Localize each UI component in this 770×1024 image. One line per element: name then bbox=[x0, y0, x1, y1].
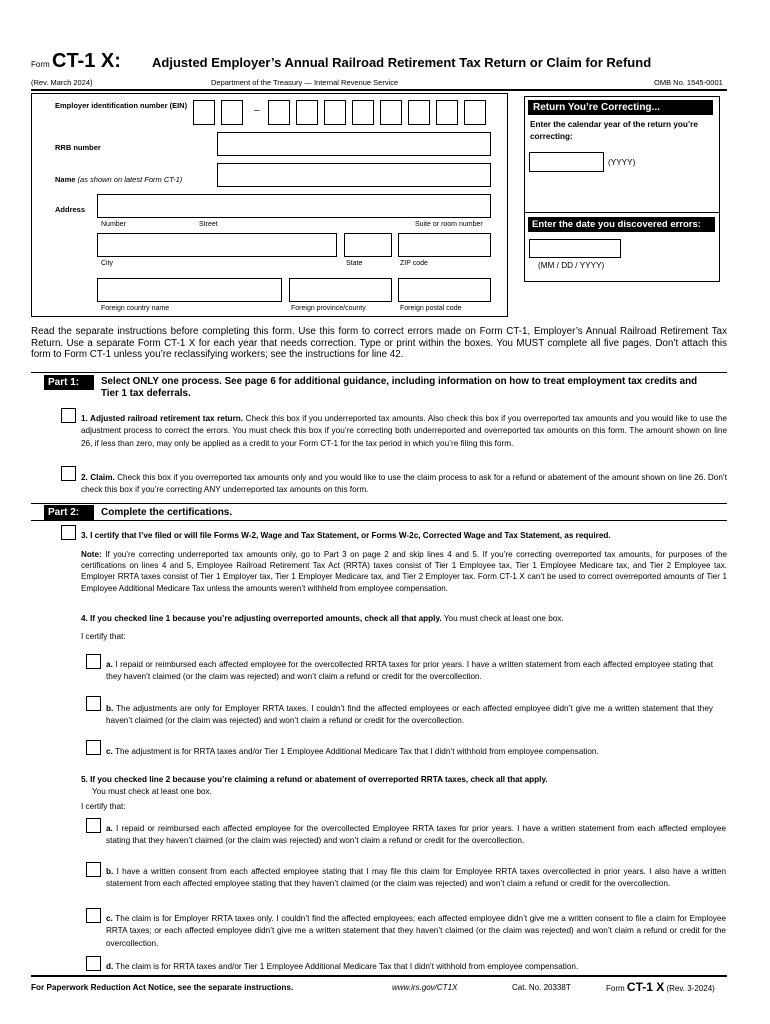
line4c-text: c. The adjustment is for RRTA taxes and/or Tier 1 Employee Additional Medicare Tax that I didn’t withhold from employee compensation. bbox=[106, 747, 599, 756]
form-title: Adjusted Employer’s Annual Railroad Retirement Tax Return or Claim for Refund bbox=[152, 55, 652, 70]
foreign-postal-field[interactable] bbox=[398, 278, 491, 302]
paperwork-notice: For Paperwork Reduction Act Notice, see the separate instructions. bbox=[31, 983, 294, 992]
name-field[interactable] bbox=[217, 163, 491, 187]
line5c-checkbox[interactable] bbox=[86, 908, 101, 923]
ein-digit-6[interactable] bbox=[352, 100, 374, 125]
catalog-number: Cat. No. 20338T bbox=[512, 983, 571, 992]
line5a-text: a. I repaid or reimbursed each affected employee for the overcollected Employee RRTA taxes for prior years. I have a written statement from each affected employee stating that they haven’t claimed (or the claim was rejected) and won’t claim a refund or credit for the overcollection. bbox=[106, 824, 726, 846]
ein-digit-5[interactable] bbox=[324, 100, 346, 125]
part2-label: Part 2: bbox=[44, 505, 94, 520]
line3-checkbox[interactable] bbox=[61, 525, 76, 540]
street-caption: Street bbox=[199, 221, 218, 228]
part2-rule bbox=[31, 503, 727, 504]
ein-dash: – bbox=[254, 105, 260, 116]
date-discovered-title: Enter the date you discovered errors: bbox=[528, 217, 715, 232]
line5d-text: d. The claim is for RRTA taxes and/or Tier 1 Employee Additional Medicare Tax that I didn’t withhold from employee compensation. bbox=[106, 962, 579, 971]
correcting-year-field[interactable] bbox=[529, 152, 604, 172]
foreign-country-field[interactable] bbox=[97, 278, 282, 302]
zip-caption: ZIP code bbox=[400, 260, 428, 267]
line4b-text: b. The adjustments are only for Employer RRTA taxes. I couldn’t find the affected employees or each affected employee didn’t give me a written statement that they haven’t claimed (or the claim was rejected) and won’t claim a refund or credit for the overcollection. bbox=[106, 704, 713, 726]
form-number: CT-1 X: bbox=[52, 50, 121, 72]
line3-text: 3. I certify that I’ve filed or will file Forms W-2, Wage and Tax Statement, or Forms W-2c, Corrected Wage and Tax Statement, as required. bbox=[81, 531, 611, 540]
number-caption: Number bbox=[101, 221, 126, 228]
part1-rule bbox=[31, 372, 727, 373]
footer-url[interactable]: www.irs.gov/CT1X bbox=[392, 983, 458, 992]
foreign-province-caption: Foreign province/county bbox=[291, 305, 366, 312]
suite-caption: Suite or room number bbox=[415, 221, 483, 228]
line5-heading: 5. If you checked line 2 because you’re claiming a refund or abatement of overreported RRTA taxes, check all that apply. You must check at least one box. bbox=[81, 775, 548, 796]
part2-heading-rule bbox=[31, 520, 727, 521]
city-caption: City bbox=[101, 260, 114, 267]
header-rule bbox=[31, 89, 727, 91]
city-field[interactable] bbox=[97, 233, 337, 257]
date-discovered-field[interactable] bbox=[529, 239, 621, 258]
line5a-checkbox[interactable] bbox=[86, 818, 101, 833]
omb-number: OMB No. 1545-0001 bbox=[654, 78, 723, 87]
ein-digit-8[interactable] bbox=[408, 100, 430, 125]
line4a-text: a. I repaid or reimbursed each affected employee for the overcollected RRTA taxes for prior years. I have a written statement from each affected employee stating that they haven’t claimed (or the claim was rejected) and won’t claim a refund or credit for the overcollection. bbox=[106, 660, 713, 682]
address-street-field[interactable] bbox=[97, 194, 491, 218]
address-label: Address bbox=[55, 205, 86, 214]
revision-date: (Rev. March 2024) bbox=[31, 78, 93, 87]
footer-rule bbox=[31, 975, 727, 977]
line4-certify: I certify that: bbox=[81, 632, 126, 641]
department: Department of the Treasury — Internal Revenue Service bbox=[211, 78, 399, 87]
part2-heading: Complete the certifications. bbox=[101, 507, 233, 518]
line2-text: 2. Claim. Check this box if you overreported tax amounts only and you would like to use the claim process to ask for a refund or abatement of the amount shown on line 26. Don’t check this box if you’re correcting ANY underreported tax amounts on this form. bbox=[81, 473, 727, 495]
footer-form: Form CT-1 X (Rev. 3-2024) bbox=[606, 980, 715, 994]
ein-label: Employer identification number (EIN) bbox=[55, 101, 188, 110]
name-label: Name (as shown on latest Form CT-1) bbox=[55, 175, 183, 184]
ein-digit-2[interactable] bbox=[221, 100, 243, 125]
line4a-checkbox[interactable] bbox=[86, 654, 101, 669]
line5-certify: I certify that: bbox=[81, 802, 126, 811]
correcting-instruction: Enter the calendar year of the return you’re correcting: bbox=[530, 120, 698, 141]
ein-digit-3[interactable] bbox=[268, 100, 290, 125]
note-paragraph: Note: If you’re correcting underreported tax amounts only, go to Part 3 on page 2 and skip lines 4 and 5. If you’re correcting overreported tax amounts, for purposes of the certifications on lines 4 and 5, Employee Railroad Retirement Tax Act (RRTA) taxes consist of Tier 1 Employee tax, Tier 1 Employee Medicare tax, and Tier 2 Employee tax. Employer RRTA taxes consist of Tier 1 Employer tax, Tier 1 Employer Medicare tax, and Tier 2 Employer tax. Form CT-1 X can’t be used to correct overreported amounts of Tier 1 Employee Additional Medicare Tax unless the amounts weren’t withheld from employee compensation. bbox=[81, 550, 727, 593]
line1-text: 1. Adjusted railroad retirement tax return. Check this box if you underreported tax amounts. Also check this box if you overreported tax amounts and you would like to use the adjustment process to correct the errors. You must check this box if you’re correcting both underreported and overreported tax amounts on this form. The amount shown on line 26, if less than zero, may only be applied as a credit to your Form CT-1 for the tax period in which you’re filing this form. bbox=[81, 414, 727, 448]
rrb-number-field[interactable] bbox=[217, 132, 491, 156]
part1-label: Part 1: bbox=[44, 375, 94, 390]
ein-digit-7[interactable] bbox=[380, 100, 402, 125]
line1-checkbox[interactable] bbox=[61, 408, 76, 423]
part1-heading: Select ONLY one process. See page 6 for additional guidance, including information on how to treat employment tax credits and Tier 1 tax deferrals. bbox=[101, 376, 698, 399]
rrb-label: RRB number bbox=[55, 143, 101, 152]
ein-digit-4[interactable] bbox=[296, 100, 318, 125]
date-hint: (MM / DD / YYYY) bbox=[538, 261, 605, 270]
line5b-text: b. I have a written consent from each affected employee stating that I may file this claim for Employee RRTA taxes overcollected in prior years. I also have a written statement from each affected employee stating that they haven’t claimed (or the claim was rejected) and won’t claim a refund or credit for the overcollection. bbox=[106, 867, 726, 889]
zip-field[interactable] bbox=[398, 233, 491, 257]
line5d-checkbox[interactable] bbox=[86, 956, 101, 971]
line2-checkbox[interactable] bbox=[61, 466, 76, 481]
ein-digit-9[interactable] bbox=[436, 100, 458, 125]
intro-instructions: Read the separate instructions before completing this form. Use this form to correct errors made on Form CT-1, Employer’s Annual Railroad Retirement Tax Return. Use a separate Form CT-1 X for each year that needs correction. Type or print within the boxes. You MUST complete all five pages. Don’t attach this form to Form CT-1 unless you’re reclassifying workers; see the instructions for line 42. bbox=[31, 326, 727, 360]
foreign-postal-caption: Foreign postal code bbox=[400, 305, 462, 312]
ein-digit-10[interactable] bbox=[464, 100, 486, 125]
line4c-checkbox[interactable] bbox=[86, 740, 101, 755]
line5b-checkbox[interactable] bbox=[86, 862, 101, 877]
state-caption: State bbox=[346, 260, 363, 267]
line4-heading: 4. If you checked line 1 because you’re adjusting overreported amounts, check all that apply. You must check at least one box. bbox=[81, 614, 564, 623]
line5c-text: c. The claim is for Employer RRTA taxes only. I couldn’t find the affected employees; each affected employee didn’t give me a written consent to file a claim for Employee RRTA taxes; or each affected employee didn’t give me a written statement that they haven’t claimed (or the claim was rejected) and won’t claim a refund or credit for the overcollection. bbox=[106, 914, 726, 948]
correcting-title: Return You’re Correcting... bbox=[528, 100, 713, 115]
ein-digit-1[interactable] bbox=[193, 100, 215, 125]
line4b-checkbox[interactable] bbox=[86, 696, 101, 711]
year-hint: (YYYY) bbox=[608, 158, 636, 167]
foreign-country-caption: Foreign country name bbox=[101, 305, 170, 312]
foreign-province-field[interactable] bbox=[289, 278, 392, 302]
state-field[interactable] bbox=[344, 233, 392, 257]
form-label: Form bbox=[31, 60, 50, 69]
